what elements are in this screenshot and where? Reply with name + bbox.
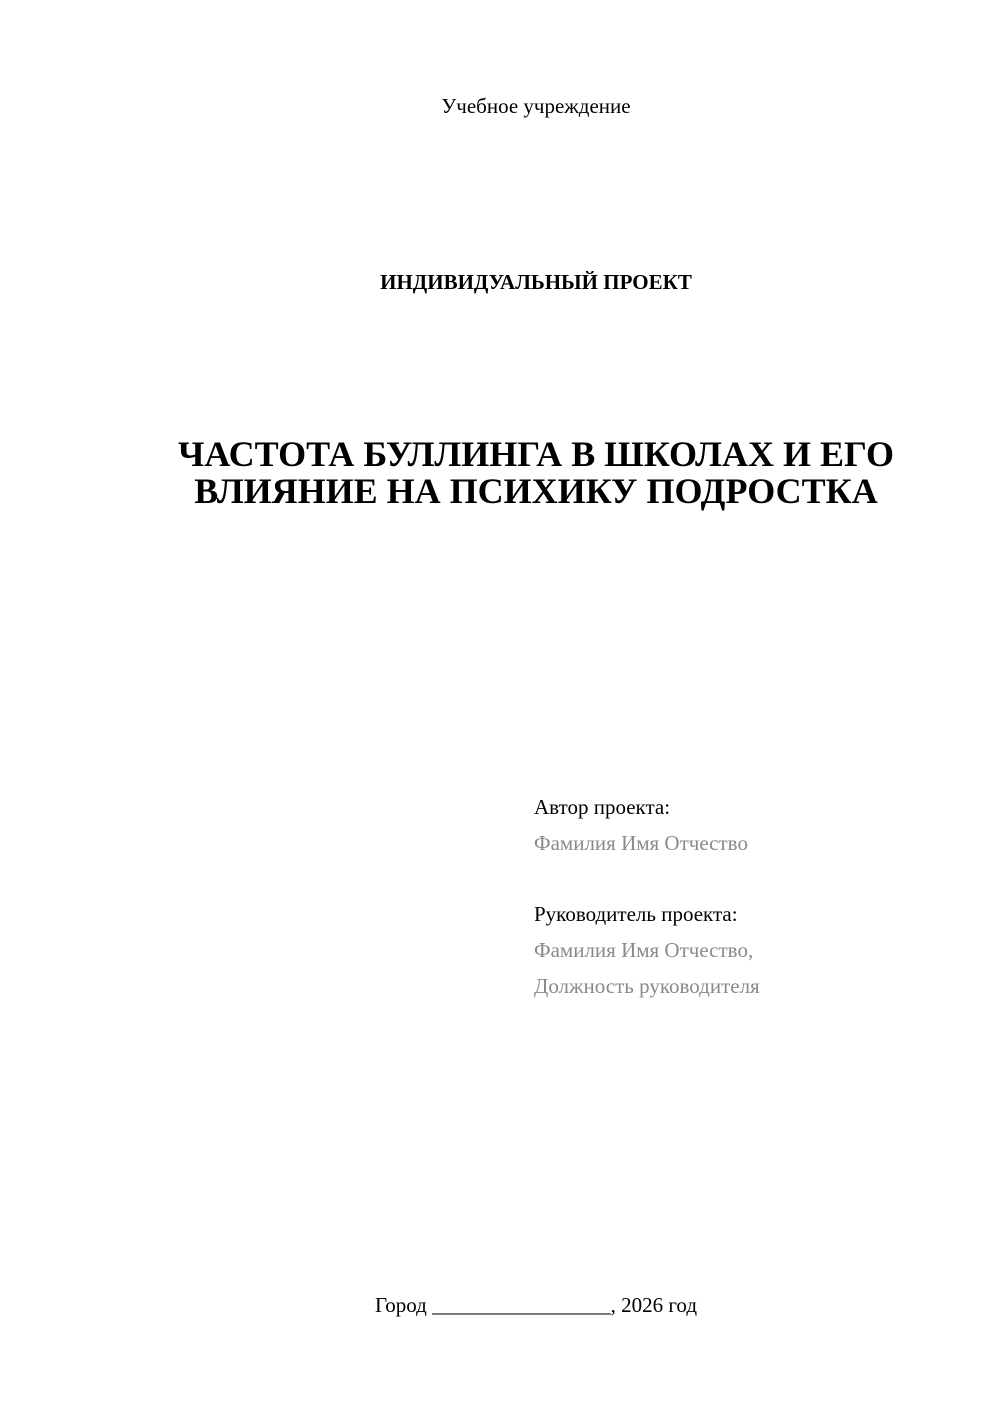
project-title-line-1: ЧАСТОТА БУЛЛИНГА В ШКОЛАХ И ЕГО: [177, 434, 895, 474]
institution-name: Учебное учреждение: [441, 94, 631, 118]
spacer: [534, 861, 760, 896]
project-title: [0, 436, 1000, 510]
supervisor-label: Руководитель проекта:: [534, 902, 738, 926]
document-type: ИНДИВИДУАЛЬНЫЙ ПРОЕКТ: [380, 270, 692, 294]
author-name: Фамилия Имя Отчество: [534, 831, 748, 855]
author-label: Автор проекта:: [534, 795, 671, 819]
city-year-line: Город _________________, 2026 год: [374, 1293, 698, 1317]
project-info-block: [534, 789, 760, 1004]
supervisor-name: Фамилия Имя Отчество,: [534, 938, 754, 962]
project-title-line-2: ВЛИЯНИЕ НА ПСИХИКУ ПОДРОСТКА: [194, 471, 878, 511]
supervisor-position: Должность руководителя: [534, 974, 760, 998]
